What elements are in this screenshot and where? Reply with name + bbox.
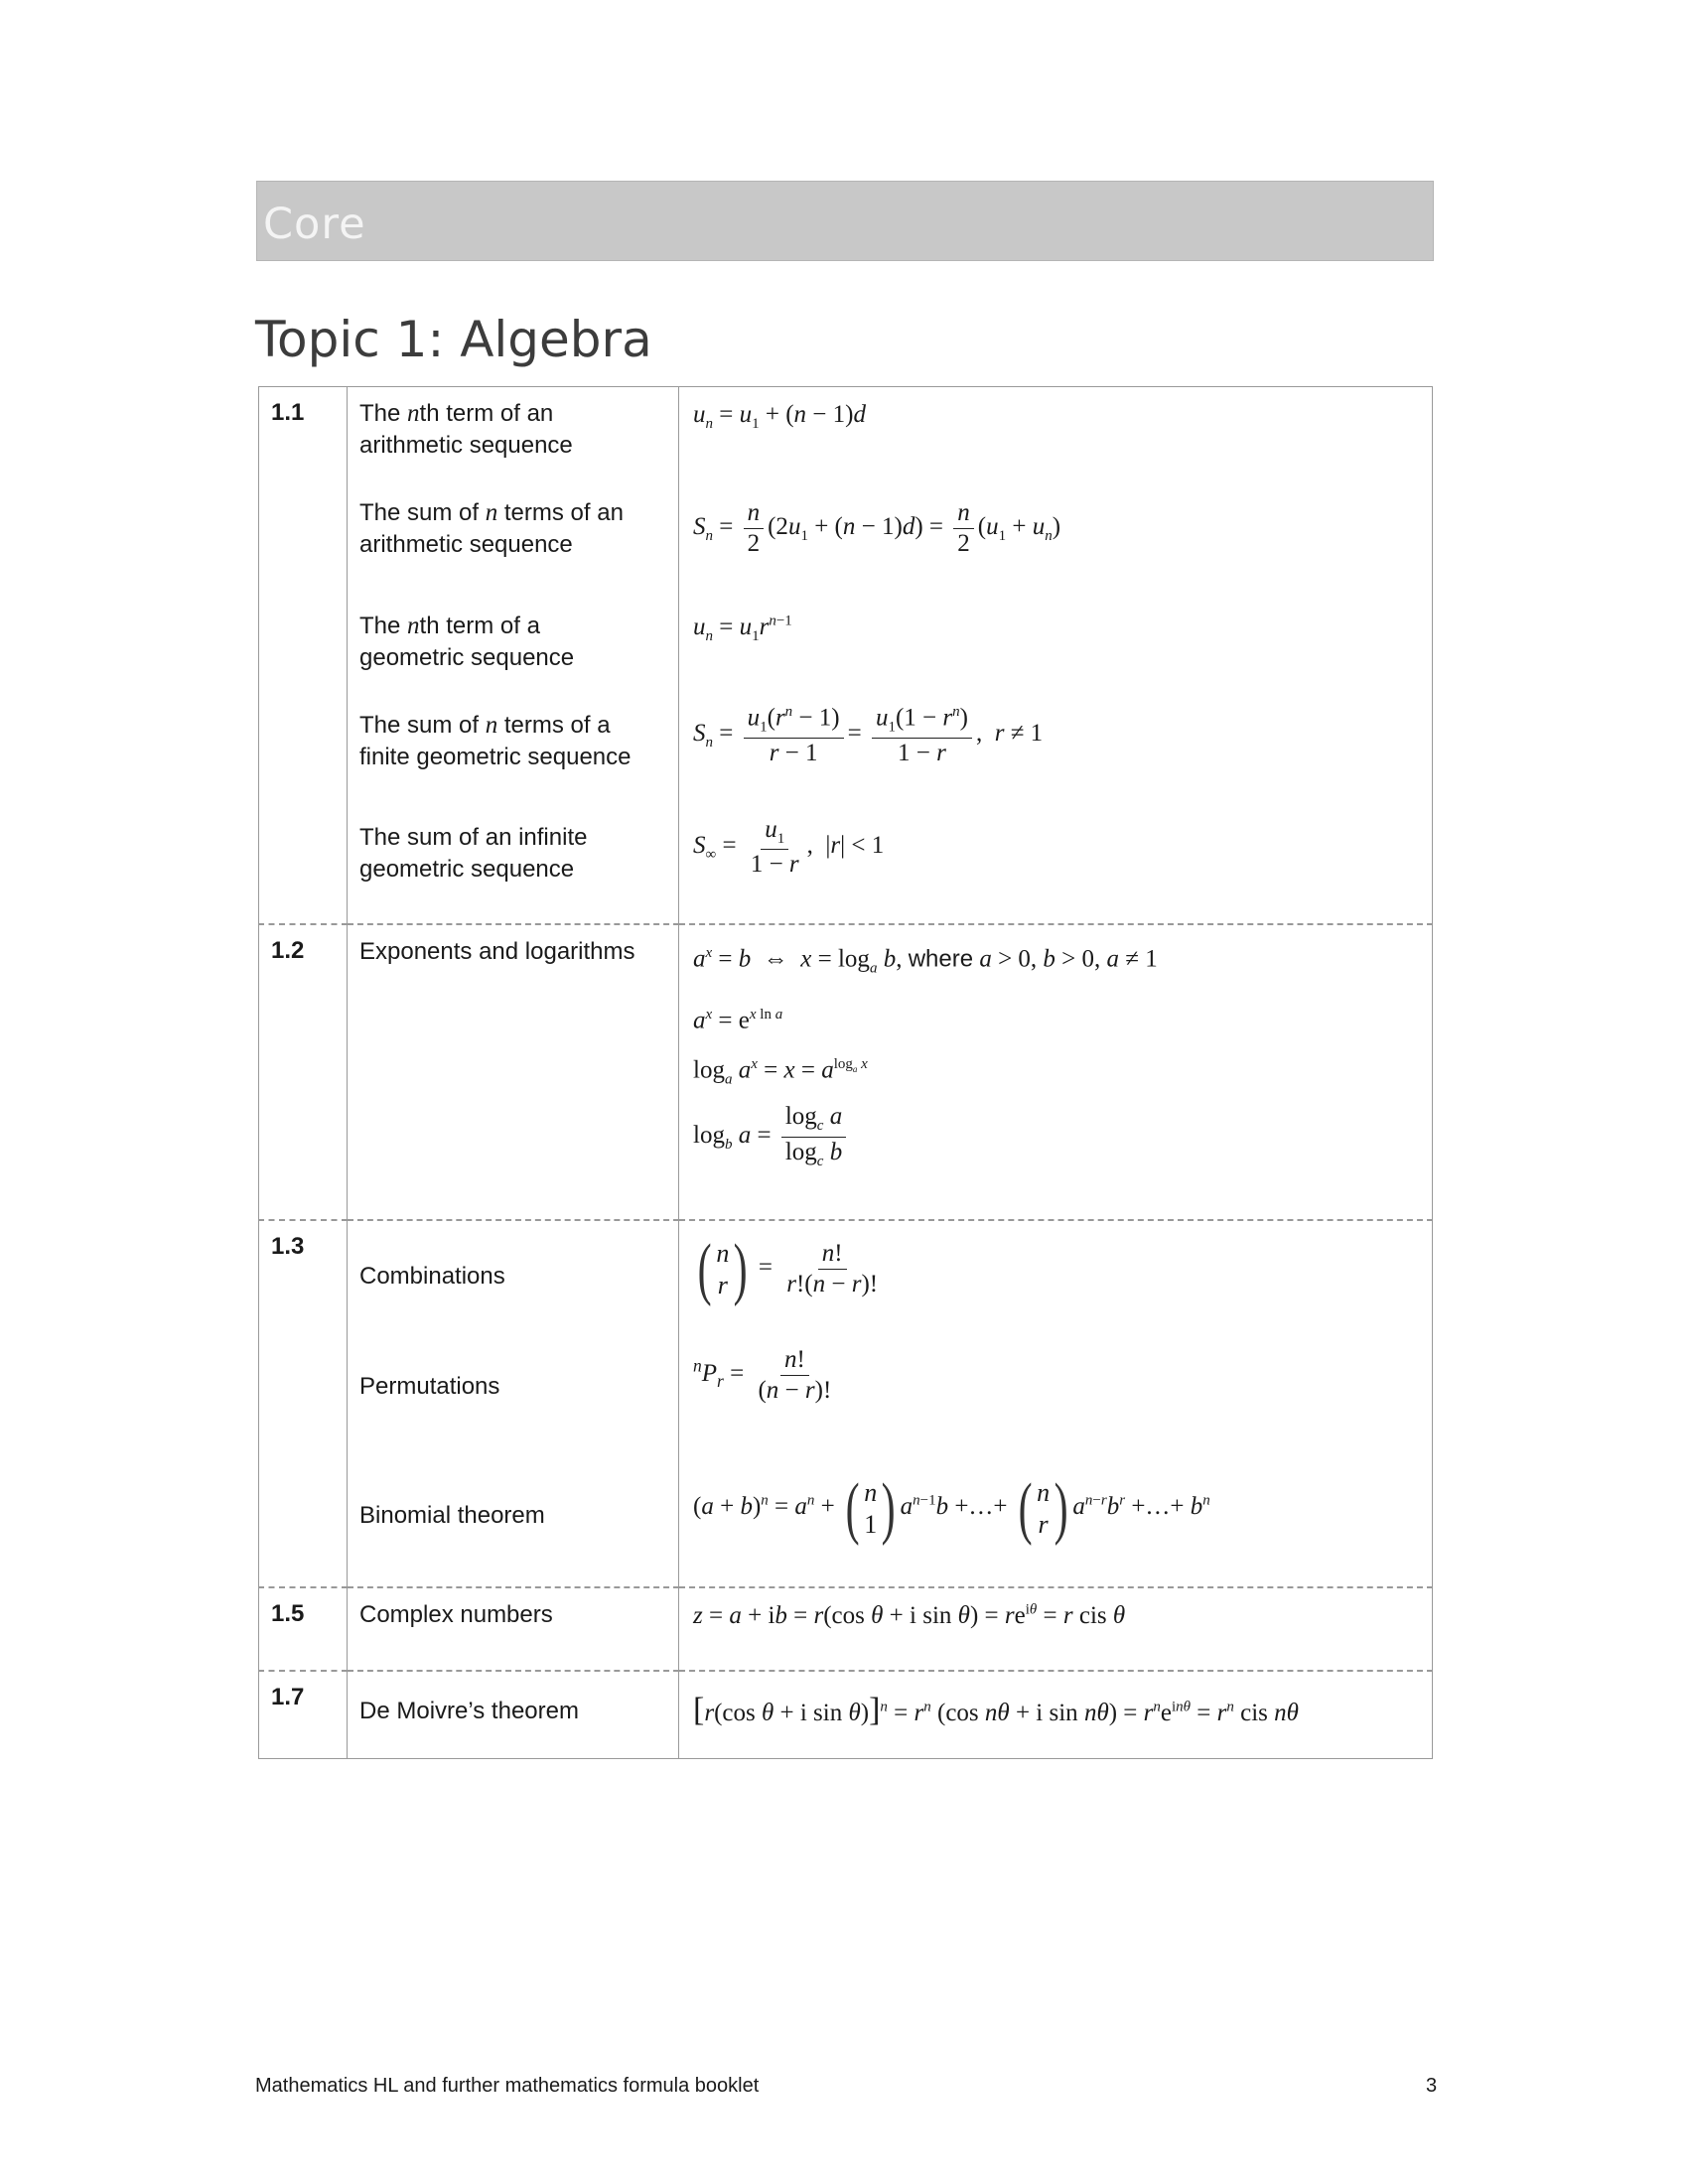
table-row xyxy=(259,387,1433,486)
table-row xyxy=(259,1337,1433,1454)
row-number: 1.2 xyxy=(259,924,348,1220)
table-row xyxy=(259,1587,1433,1671)
label-binomial-theorem: Binomial theorem xyxy=(348,1454,679,1587)
table-row xyxy=(259,811,1433,924)
row-number: 1.1 xyxy=(259,387,348,924)
formula-table xyxy=(258,386,1433,1759)
table-row xyxy=(259,600,1433,699)
formula-sum-finite-geometric: $S_n$ = $\frac{u_1(r^n - 1)}{r - 1}$ = $\frac{u_1(1 - r^n)}{1 - r}$ , r ≠ 1 xyxy=(693,703,1044,766)
label-nth-term-geometric: The nth term of a geometric sequence xyxy=(348,600,679,699)
table-row xyxy=(259,699,1433,811)
formula-nth-term-arithmetic: $u_n = u_1 + (n - 1)d$ xyxy=(693,401,866,432)
label-complex-numbers: Complex numbers xyxy=(348,1587,679,1671)
table-row xyxy=(259,486,1433,600)
table-row xyxy=(259,924,1433,1220)
row-number: 1.3 xyxy=(259,1220,348,1587)
label-combinations: Combinations xyxy=(348,1220,679,1337)
label-sum-infinite-geometric: The sum of an infinite geometric sequence xyxy=(348,811,679,924)
label-sum-arithmetic: The sum of n terms of an arithmetic sequence xyxy=(348,486,679,600)
section-bar xyxy=(256,181,1434,261)
label-permutations: Permutations xyxy=(348,1337,679,1454)
formula-permutations: $^nP_r$ = $\frac{n!}{(n - r)!}$ xyxy=(693,1345,832,1404)
formula-exponents-logarithms: $a^x = b$ ⇔ $x = \log_a b$, where a > 0, b > 0, a ≠ 1 $a^x = e^{x ln a}$ $\log_a a^x = x = a^{log_a x}$ $\log_b a$ = $\frac{\log_c a}{\log_c b}$ xyxy=(679,924,1433,1220)
formula-de-moivre: [r(cos θ + i $\sin \theta)]^n = r^n$ (cos nθ + i $\sin n\theta) = r^ne^{in\theta} = r^n$ cis nθ xyxy=(679,1671,1433,1759)
formula-sum-infinite-geometric: $S_\infty$ = $\frac{u_1}{1 - r}$ , |r| < 1 xyxy=(693,815,885,879)
table-row xyxy=(259,1454,1433,1587)
formula-sum-arithmetic: $S_n$ = $\frac{n}{2}$ $(2u_1 + (n - 1)d)$ = $\frac{n}{2}$ $(u_1 + u_n)$ xyxy=(693,498,1061,557)
label-exponents-logarithms: Exponents and logarithms xyxy=(348,924,679,1220)
formula-binomial-theorem: $(a + b)^n = a^n$ + ( n 1 ) $a^{n-1}b$ +…+ ( n r ) $a^{n-r}b^r$ +…+ $b^n$ xyxy=(693,1469,1210,1547)
table-row xyxy=(259,1220,1433,1337)
formula-nth-term-geometric: $u_n = u_1r^{n-1}$ xyxy=(693,613,792,644)
label-nth-term-arithmetic: The nth term of an arithmetic sequence xyxy=(348,387,679,486)
table-row xyxy=(259,1671,1433,1759)
formula-complex-numbers: z = a + ib = r(cos θ + i $\sin \theta) = re^{i\theta} = r$ cis θ xyxy=(679,1587,1433,1671)
topic-title: Topic 1: Algebra xyxy=(255,311,652,368)
footer-title: Mathematics HL and further mathematics formula booklet xyxy=(255,2075,760,2097)
row-number: 1.7 xyxy=(259,1671,348,1759)
formula-combinations: ( n r ) = $\frac{n!}{r!(n - r)!}$ xyxy=(679,1220,1433,1337)
page-number: 3 xyxy=(1426,2075,1438,2097)
label-de-moivre: De Moivre’s theorem xyxy=(348,1671,679,1759)
label-sum-finite-geometric: The sum of n terms of a finite geometric sequence xyxy=(348,699,679,811)
section-title: Core xyxy=(263,200,366,249)
row-number: 1.5 xyxy=(259,1587,348,1671)
